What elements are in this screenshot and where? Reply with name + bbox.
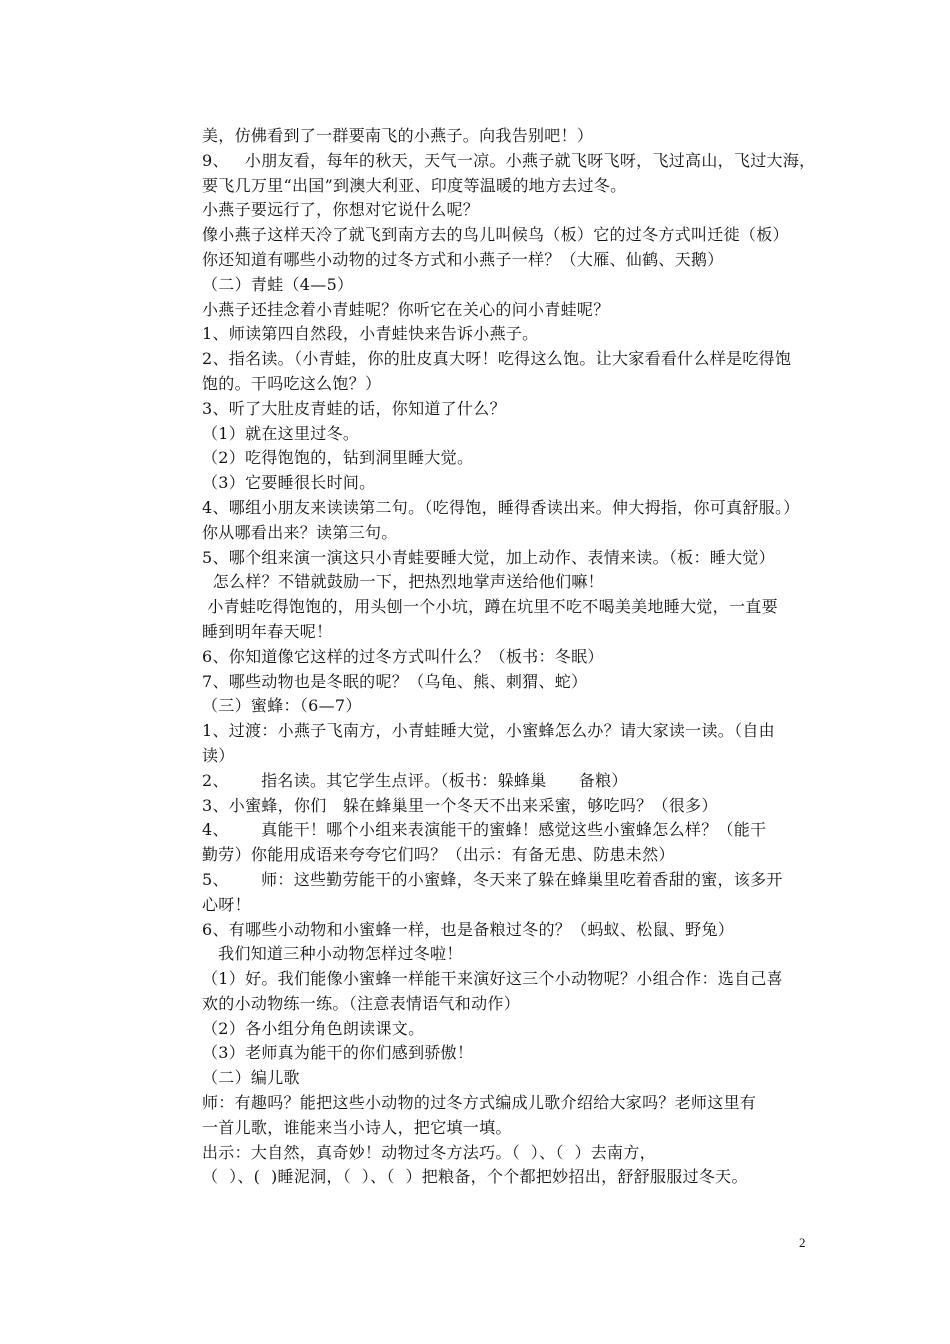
text-line: 3、小蜜蜂，你们 躲在蜂巢里一个冬天不出来采蜜，够吃吗？（很多） — [202, 795, 718, 815]
text-line: （二）青蛙（4—5） — [202, 274, 354, 294]
text-line: （三）蜜蜂：（6—7） — [202, 696, 362, 716]
text-line: 6、有哪些小动物和小蜜蜂一样，也是备粮过冬的？（蚂蚁、松鼠、野兔） — [202, 919, 735, 939]
page-number: 2 — [799, 1235, 806, 1250]
text-line: 6、你知道像它这样的过冬方式叫什么？（板书：冬眠） — [202, 646, 604, 666]
document-body — [202, 124, 822, 1190]
text-line: （2）各小组分角色朗读课文。 — [202, 1018, 425, 1038]
text-line: 7、哪些动物也是冬眠的呢？（乌龟、熊、刺猬、蛇） — [202, 671, 588, 691]
text-line: 1、过渡：小燕子飞南方，小青蛙睡大觉，小蜜蜂怎么办？请大家读一读。（自由 — [202, 721, 775, 741]
text-line: 师：有趣吗？能把这些小动物的过冬方式编成儿歌介绍给大家吗？老师这里有 — [202, 1093, 757, 1113]
text-line: 美，仿佛看到了一群要南飞的小燕子。向我告别吧！） — [202, 126, 594, 145]
text-line: 4、 真能干！哪个小组来表演能干的蜜蜂！感觉这些小蜜蜂怎么样？（能干 — [202, 820, 767, 840]
text-line: 出示：大自然，真奇妙！动物过冬方法巧。（ ）、（ ）去南方， — [202, 1142, 656, 1162]
text-line: 3、听了大肚皮青蛙的话，你知道了什么？ — [202, 398, 506, 418]
text-line: 勤劳）你能用成语来夸夸它们吗？（出示：有备无患、防患未然） — [202, 845, 675, 865]
text-line: （1）就在这里过冬。 — [202, 423, 360, 443]
text-line: 心呀！ — [202, 894, 251, 914]
text-line: （ ）、( )睡泥洞，（ ）、（ ）把粮备，个个都把妙招出，舒舒服服过冬天。 — [202, 1167, 748, 1187]
text-line: 2、指名读。（小青蛙，你的肚皮真大呀！吃得这么饱。让大家看看什么样是吃得饱 — [202, 349, 792, 369]
text-line: 你从哪看出来？读第三句。 — [202, 522, 398, 542]
text-line: 一首儿歌，谁能来当小诗人，把它填一填。 — [202, 1117, 512, 1137]
text-line: 怎么样？不错就鼓励一下，把热烈地掌声送给他们嘛！ — [202, 572, 604, 592]
text-line: 5、 师：这些勤劳能干的小蜜蜂，冬天来了躲在蜂巢里吃着香甜的蜜，该多开 — [202, 869, 783, 889]
text-line: 1、师读第四自然段，小青蛙快来告诉小燕子。 — [202, 324, 539, 344]
text-line: 像小燕子这样天冷了就飞到南方去的鸟儿叫候鸟（板）它的过冬方式叫迁徙（板） — [202, 225, 789, 245]
text-line: 你还知道有哪些小动物的过冬方式和小燕子一样？（大雁、仙鹤、天鹅） — [202, 249, 724, 269]
text-line: 5、哪个组来演一演这只小青蛙要睡大觉，加上动作、表情来读。（板：睡大觉） — [202, 547, 775, 567]
text-line: （1）好。我们能像小蜜蜂一样能干来演好这三个小动物呢？小组合作：选自己喜 — [202, 969, 783, 989]
text-line: （二）编儿歌 — [202, 1068, 300, 1088]
text-line: 2、 指名读。其它学生点评。（板书：躲蜂巢 备粮） — [202, 770, 628, 790]
text-line: 4、哪组小朋友来读读第二句。（吃得饱，睡得香读出来。伸大拇指，你可真舒服。） — [202, 497, 800, 517]
text-line: 要飞几万里“出国”到澳大利亚、印度等温暖的地方去过冬。 — [202, 175, 627, 195]
text-line: 睡到明年春天呢！ — [202, 621, 333, 641]
text-line: 饱的。干吗吃这么饱？） — [202, 373, 382, 393]
text-line: （2）吃得饱饱的，钻到洞里睡大觉。 — [202, 448, 474, 468]
text-line: 9、 小朋友看，每年的秋天，天气一凉。小燕子就飞呀飞呀，飞过高山，飞过大海， — [202, 150, 816, 170]
text-line: 我们知道三种小动物怎样过冬啦！ — [202, 944, 463, 964]
text-line: 小燕子还挂念着小青蛙呢？你听它在关心的问小青蛙呢？ — [202, 299, 610, 319]
text-line: 小燕子要远行了，你想对它说什么呢？ — [202, 200, 480, 220]
text-line: 欢的小动物练一练。（注意表情语气和动作） — [202, 993, 521, 1013]
text-line: 小青蛙吃得饱饱的，用头刨一个小坑，蹲在坑里不吃不喝美美地睡大觉，一直要 — [202, 597, 778, 617]
text-line: （3）它要睡很长时间。 — [202, 473, 376, 493]
text-line: （3）老师真为能干的你们感到骄傲！ — [202, 1043, 474, 1063]
text-line: 读） — [202, 745, 235, 765]
